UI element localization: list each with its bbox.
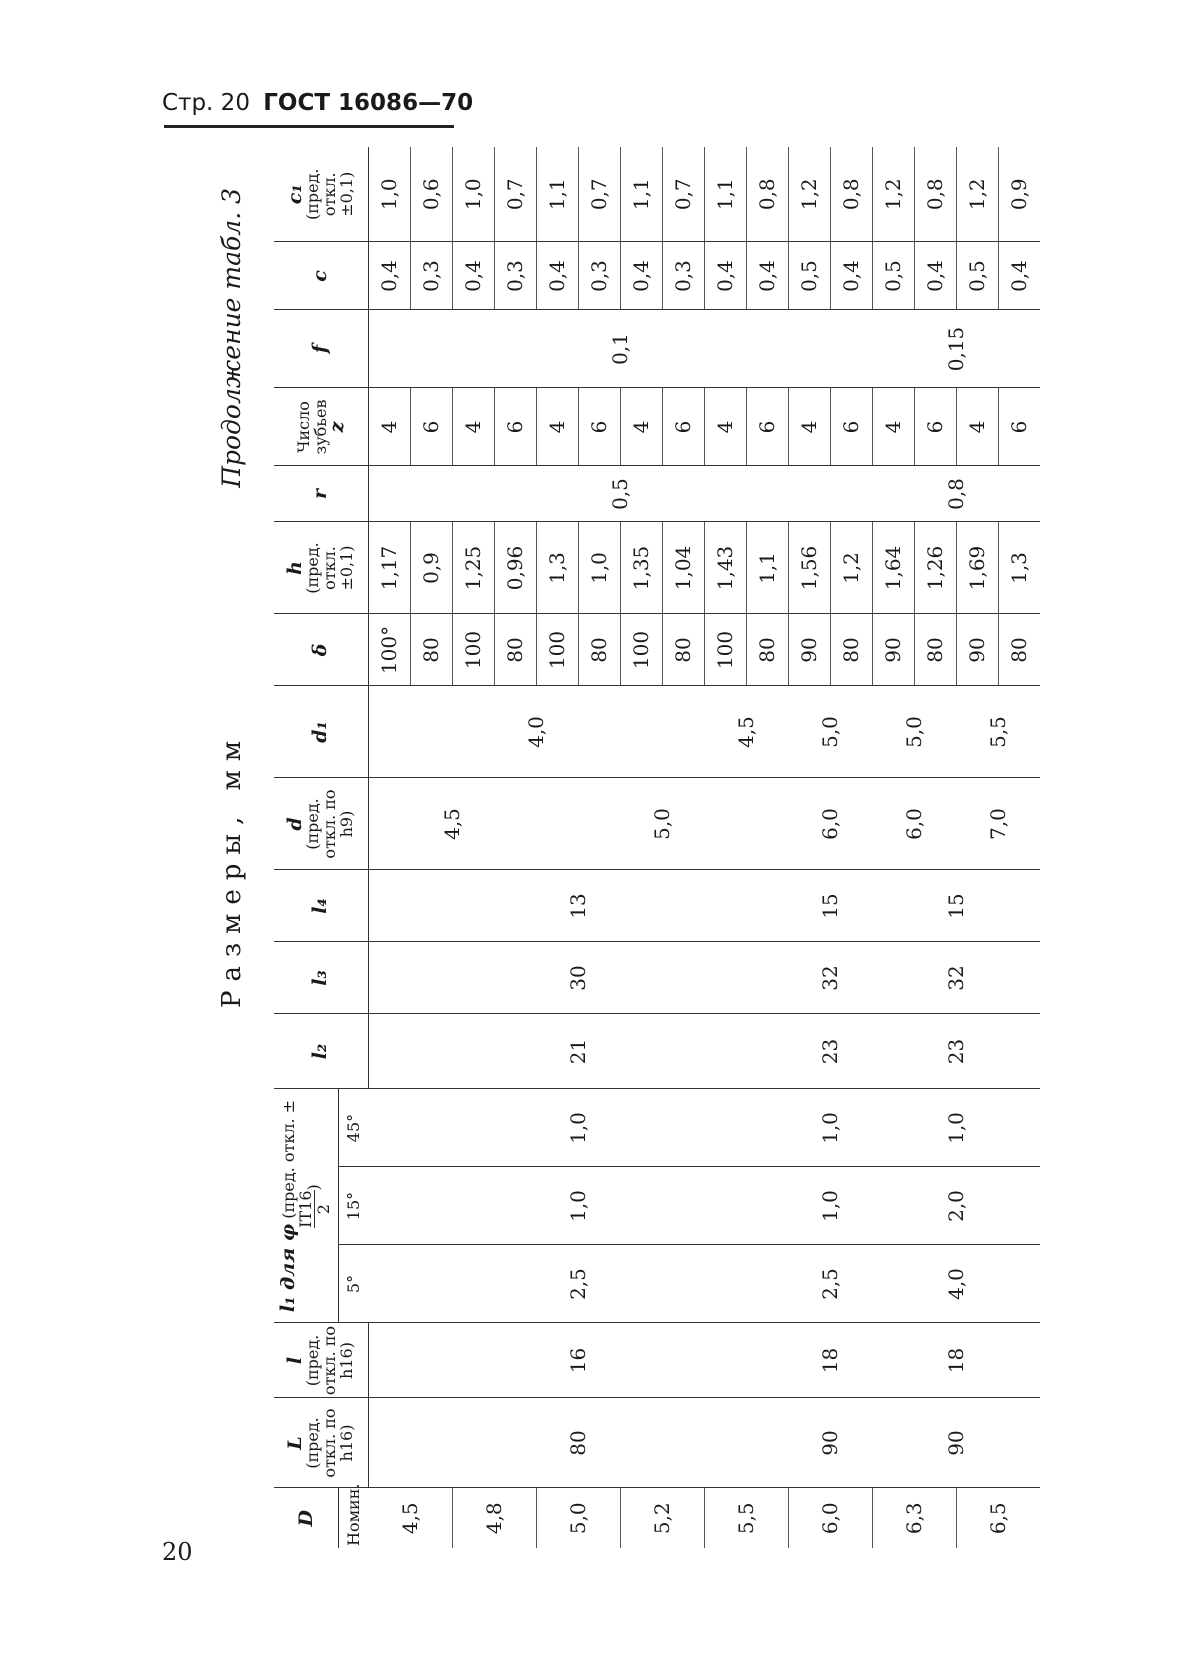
header-d1: d₁ [274,686,368,778]
cell-z: 6 [410,388,452,466]
page-number: 20 [162,1538,193,1566]
cell-r: 0,8 [872,466,1040,522]
cell-h: 1,0 [578,522,620,614]
header-f: f [274,310,368,388]
cell-h: 1,43 [704,522,746,614]
cell-z: 4 [956,388,998,466]
cell-c: 0,3 [410,242,452,310]
cell-delta: 80 [746,614,788,686]
cell-c1: 0,8 [746,147,788,242]
cell-d: 7,0 [956,778,1040,870]
table-title: Размеры, мм [217,731,247,1008]
cell-D: 5,0 [536,1488,620,1548]
cell-l2: 23 [872,1014,1040,1089]
cell-l4: 15 [872,870,1040,942]
cell-d: 4,5 [368,778,536,870]
cell-d: 6,0 [788,778,872,870]
standard-number: ГОСТ 16086—70 [263,90,474,116]
cell-L: 80 [368,1398,788,1488]
cell-l1-15: 2,0 [872,1167,1040,1245]
header-delta: δ [274,614,368,686]
cell-l3: 30 [368,942,788,1014]
cell-f: 0,1 [368,310,872,388]
cell-c: 0,4 [746,242,788,310]
cell-h: 1,56 [788,522,830,614]
cell-c: 0,4 [536,242,578,310]
cell-l1-15: 1,0 [788,1167,872,1245]
header-h: h (пред. откл. ±0,1) [274,522,368,614]
cell-c: 0,4 [914,242,956,310]
cell-l4: 15 [788,870,872,942]
cell-c1: 1,2 [788,147,830,242]
cell-l: 18 [872,1323,1040,1398]
dimensions-table [274,147,1040,1548]
cell-c: 0,3 [578,242,620,310]
cell-l1-45: 1,0 [788,1089,872,1167]
cell-delta: 80 [494,614,536,686]
cell-c: 0,3 [494,242,536,310]
cell-z: 6 [494,388,536,466]
cell-D: 6,3 [872,1488,956,1548]
header-l3: l₃ [274,942,368,1014]
cell-delta: 80 [998,614,1040,686]
cell-c: 0,4 [452,242,494,310]
cell-delta: 80 [410,614,452,686]
cell-c1: 1,2 [956,147,998,242]
cell-delta: 100 [536,614,578,686]
table-row [872,147,914,1548]
cell-l: 18 [788,1323,872,1398]
cell-c1: 0,6 [410,147,452,242]
cell-l2: 21 [368,1014,788,1089]
header-angle-5: 5° [339,1245,369,1323]
cell-h: 1,25 [452,522,494,614]
cell-c1: 1,0 [452,147,494,242]
cell-d: 6,0 [872,778,956,870]
header-l2: l₂ [274,1014,368,1089]
cell-h: 1,64 [872,522,914,614]
header-angle-15: 15° [339,1167,369,1245]
cell-z: 6 [578,388,620,466]
cell-z: 6 [830,388,872,466]
table-continuation: Продолжение табл. 3 [217,188,246,488]
cell-c: 0,4 [830,242,872,310]
cell-c: 0,5 [788,242,830,310]
cell-c1: 1,0 [368,147,410,242]
header-d: d (пред. откл. по h9) [274,778,368,870]
cell-delta: 100° [368,614,410,686]
page-ref: Стр. 20 [162,90,250,116]
cell-h: 1,1 [746,522,788,614]
cell-c1: 1,1 [620,147,662,242]
cell-z: 4 [452,388,494,466]
cell-delta: 80 [662,614,704,686]
cell-l1-45: 1,0 [872,1089,1040,1167]
header-D: D [274,1488,339,1548]
cell-D: 6,0 [788,1488,872,1548]
cell-d1: 4,5 [704,686,788,778]
page-header [162,90,473,116]
cell-D: 6,5 [956,1488,1040,1548]
cell-c1: 0,7 [578,147,620,242]
cell-d1: 4,0 [368,686,704,778]
cell-delta: 100 [620,614,662,686]
cell-delta: 90 [788,614,830,686]
header-l1: l₁ для φ (пред. откл. ± IT16 2 ) [274,1089,339,1323]
cell-f: 0,15 [872,310,1040,388]
cell-l1-15: 1,0 [368,1167,788,1245]
header-z: Число зубьев z [274,388,368,466]
cell-z: 6 [914,388,956,466]
cell-delta: 100 [452,614,494,686]
cell-c: 0,5 [956,242,998,310]
cell-h: 1,2 [830,522,872,614]
cell-c: 0,4 [704,242,746,310]
cell-l4: 13 [368,870,788,942]
cell-z: 6 [662,388,704,466]
cell-d1: 5,0 [788,686,872,778]
cell-h: 1,3 [536,522,578,614]
cell-z: 6 [746,388,788,466]
cell-delta: 90 [872,614,914,686]
cell-c1: 0,7 [662,147,704,242]
header-l: l (пред. откл. по h16) [274,1323,368,1398]
cell-c: 0,3 [662,242,704,310]
header-l4: l₄ [274,870,368,942]
cell-z: 4 [704,388,746,466]
cell-c: 0,5 [872,242,914,310]
cell-z: 4 [872,388,914,466]
tolerance-fraction: IT16 2 [296,1190,333,1228]
header-rule [164,125,454,128]
cell-l2: 23 [788,1014,872,1089]
cell-L: 90 [788,1398,872,1488]
cell-delta: 80 [578,614,620,686]
cell-h: 0,96 [494,522,536,614]
cell-h: 1,69 [956,522,998,614]
cell-D: 5,5 [704,1488,788,1548]
cell-l1-5: 2,5 [368,1245,788,1323]
header-L: L (пред. откл. по h16) [274,1398,368,1488]
cell-h: 1,17 [368,522,410,614]
cell-c: 0,4 [998,242,1040,310]
cell-r: 0,5 [368,466,872,522]
cell-L: 90 [872,1398,1040,1488]
cell-D: 4,5 [397,1502,422,1535]
cell-c1: 1,1 [704,147,746,242]
cell-l: 16 [368,1323,788,1398]
cell-z: 4 [620,388,662,466]
cell-d1: 5,0 [872,686,956,778]
cell-h: 0,9 [410,522,452,614]
cell-h: 1,26 [914,522,956,614]
cell-h: 1,35 [620,522,662,614]
cell-h: 1,3 [998,522,1040,614]
cell-c1: 0,7 [494,147,536,242]
cell-c: 0,4 [620,242,662,310]
cell-z: 4 [368,388,410,466]
cell-c1: 1,2 [872,147,914,242]
cell-c1: 0,9 [998,147,1040,242]
header-r: r [274,466,368,522]
cell-c1: 1,1 [536,147,578,242]
rotated-table-area [217,168,1047,1548]
cell-d1: 5,5 [956,686,1040,778]
cell-z: 6 [998,388,1040,466]
cell-c1: 0,8 [914,147,956,242]
cell-l1-45: 1,0 [368,1089,788,1167]
cell-c: 0,4 [368,242,410,310]
table-body [368,147,1040,1548]
cell-d: 5,0 [536,778,788,870]
cell-l1-5: 4,0 [872,1245,1040,1323]
cell-delta: 80 [830,614,872,686]
cell-l3: 32 [788,942,872,1014]
cell-delta: 80 [914,614,956,686]
cell-delta: 90 [956,614,998,686]
header-c1: c₁ (пред. откл. ±0,1) [274,147,368,242]
table-row [368,147,410,1548]
cell-D: 5,2 [620,1488,704,1548]
header-D-nominal: Номин. [344,1483,363,1546]
header-angle-45: 45° [339,1089,369,1167]
cell-z: 4 [788,388,830,466]
cell-delta: 100 [704,614,746,686]
cell-l1-5: 2,5 [788,1245,872,1323]
cell-z: 4 [536,388,578,466]
cell-D: 4,8 [452,1488,536,1548]
header-c: c [274,242,368,310]
cell-l3: 32 [872,942,1040,1014]
cell-c1: 0,8 [830,147,872,242]
cell-h: 1,04 [662,522,704,614]
